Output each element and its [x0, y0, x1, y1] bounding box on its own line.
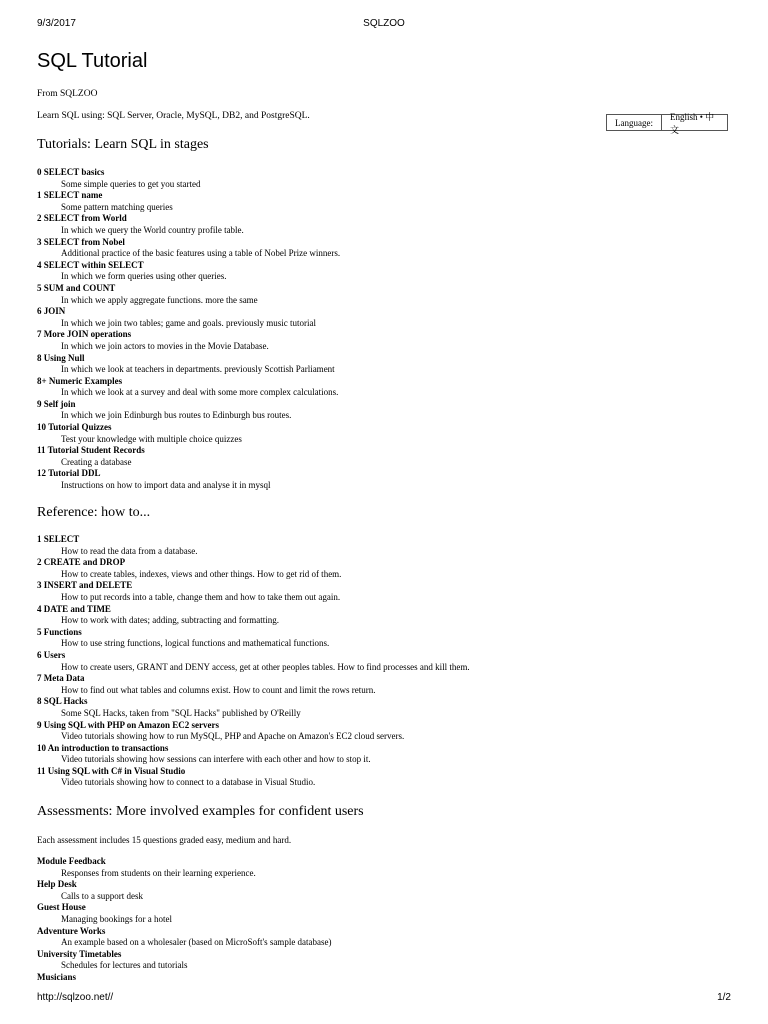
- list-item: [37, 972, 737, 984]
- list-item: [37, 534, 737, 557]
- list-item: [37, 445, 737, 468]
- list-item-description: Managing bookings for a hotel: [61, 913, 172, 924]
- list-item-description: In which we join actors to movies in the Movie Database.: [61, 340, 269, 351]
- learn-line: Learn SQL using: SQL Server, Oracle, MySQL, DB2, and PostgreSQL.: [37, 111, 310, 121]
- list-item-link[interactable]: 9 Using SQL with PHP on Amazon EC2 servers: [37, 719, 220, 730]
- list-item-link[interactable]: 2 SELECT from World: [37, 213, 127, 224]
- list-item-description: Additional practice of the basic features using a table of Nobel Prize winners.: [61, 248, 341, 259]
- list-item: [37, 422, 737, 445]
- list-item: [37, 306, 737, 329]
- list-item-link[interactable]: 3 SELECT from Nobel: [37, 236, 125, 247]
- list-item-description: How to put records into a table, change them and how to take them out again.: [61, 591, 341, 602]
- list-item: [37, 353, 737, 376]
- list-item: [37, 627, 737, 650]
- list-item-description: In which we look at teachers in departments. previously Scottish Parliament: [61, 364, 335, 375]
- list-item: [37, 743, 737, 766]
- list-item-link[interactable]: 5 SUM and COUNT: [37, 282, 116, 293]
- list-item-description: Instructions on how to import data and analyse it in mysql: [61, 480, 271, 491]
- list-item-description: Video tutorials showing how to run MySQL, PHP and Apache on Amazon's EC2 cloud servers.: [61, 731, 405, 742]
- list-item-link[interactable]: Adventure Works: [37, 925, 106, 936]
- list-item: [37, 604, 737, 627]
- list-item-description: Creating a database: [61, 456, 132, 467]
- from-line: From SQLZOO: [37, 89, 98, 99]
- list-item-description: Calls to a support desk: [61, 890, 143, 901]
- list-item: [37, 468, 737, 491]
- list-item-link[interactable]: 6 JOIN: [37, 306, 66, 317]
- list-item-link[interactable]: 8 SQL Hacks: [37, 696, 88, 707]
- list-item-link[interactable]: Module Feedback: [37, 856, 106, 866]
- list-item-link[interactable]: 2 CREATE and DROP: [37, 557, 126, 568]
- list-item-link[interactable]: 10 An introduction to transactions: [37, 742, 169, 753]
- language-label: Language:: [607, 115, 662, 130]
- list-item-description: Some simple queries to get you started: [61, 178, 201, 189]
- list-item-link[interactable]: Help Desk: [37, 879, 77, 890]
- list-item-description: How to use string functions, logical functions and mathematical functions.: [61, 638, 330, 649]
- list-item-description: How to create users, GRANT and DENY access, get at other peoples tables. How to find processes and kill them.: [61, 661, 470, 672]
- list-item-description: In which we join Edinburgh bus routes to Edinburgh bus routes.: [61, 410, 292, 421]
- list-item-description: In which we apply aggregate functions. more the same: [61, 294, 258, 305]
- list-item: [37, 879, 737, 902]
- assessments-list: [37, 856, 737, 984]
- list-item-link[interactable]: 6 Users: [37, 649, 66, 660]
- list-item-link[interactable]: 8 Using Null: [37, 352, 85, 363]
- tutorials-heading: Tutorials: Learn SQL in stages: [37, 137, 209, 152]
- page-title: SQL Tutorial: [37, 50, 148, 72]
- list-item: [37, 213, 737, 236]
- list-item: [37, 399, 737, 422]
- list-item-link[interactable]: 5 Functions: [37, 626, 82, 637]
- list-item-link[interactable]: 12 Tutorial DDL: [37, 468, 101, 479]
- list-item-description: Some SQL Hacks, taken from "SQL Hacks" published by O'Reilly: [61, 707, 301, 718]
- assessments-intro: Each assessment includes 15 questions graded easy, medium and hard.: [37, 835, 292, 845]
- list-item: [37, 766, 737, 789]
- list-item-link[interactable]: 4 SELECT within SELECT: [37, 259, 144, 270]
- list-item-description: Test your knowledge with multiple choice quizzes: [61, 433, 242, 444]
- list-item: [37, 283, 737, 306]
- list-item-description: An example based on a wholesaler (based on MicroSoft's sample database): [61, 937, 332, 948]
- list-item: [37, 926, 737, 949]
- list-item: [37, 557, 737, 580]
- list-item-link[interactable]: Musicians: [37, 971, 77, 982]
- reference-heading: Reference: how to...: [37, 505, 151, 520]
- list-item: [37, 190, 737, 213]
- list-item-description: Responses from students on their learning experience.: [61, 867, 256, 878]
- list-item-link[interactable]: 3 INSERT and DELETE: [37, 580, 133, 591]
- list-item: [37, 650, 737, 673]
- list-item-link[interactable]: University Timetables: [37, 948, 122, 959]
- language-options[interactable]: English • 中文: [669, 111, 715, 135]
- list-item: [37, 237, 737, 260]
- list-item-link[interactable]: 4 DATE and TIME: [37, 603, 111, 614]
- tutorials-list: [37, 167, 737, 492]
- reference-list: [37, 534, 737, 789]
- print-date: 9/3/2017: [37, 18, 76, 29]
- print-header: [37, 18, 731, 32]
- list-item-description: Video tutorials showing how sessions can interfere with each other and how to stop it.: [61, 754, 371, 765]
- list-item: [37, 673, 737, 696]
- list-item: [37, 167, 737, 190]
- list-item: [37, 949, 737, 972]
- list-item-link[interactable]: 1 SELECT name: [37, 190, 103, 201]
- list-item: [37, 329, 737, 352]
- list-item-link[interactable]: 8+ Numeric Examples: [37, 375, 123, 386]
- list-item-link[interactable]: 9 Self join: [37, 398, 76, 409]
- list-item-link[interactable]: 1 SELECT: [37, 534, 80, 544]
- list-item-description: Some pattern matching queries: [61, 201, 173, 212]
- list-item-description: Video tutorials showing how to connect to a database in Visual Studio.: [61, 777, 316, 788]
- list-item-description: How to create tables, indexes, views and other things. How to get rid of them.: [61, 568, 342, 579]
- list-item: [37, 902, 737, 925]
- assessments-heading: Assessments: More involved examples for confident users: [37, 804, 364, 819]
- page-number: 1/2: [717, 992, 731, 1003]
- list-item-description: In which we form queries using other queries.: [61, 271, 227, 282]
- list-item-description: In which we join two tables; game and goals. previously music tutorial: [61, 317, 316, 328]
- print-site-title: SQLZOO: [363, 18, 405, 29]
- list-item-link[interactable]: Guest House: [37, 902, 86, 913]
- list-item-link[interactable]: 7 More JOIN operations: [37, 329, 132, 340]
- list-item-description: How to find out what tables and columns exist. How to count and limit the rows return.: [61, 684, 376, 695]
- list-item: [37, 856, 737, 879]
- list-item-description: How to read the data from a database.: [61, 545, 198, 556]
- print-footer: [37, 992, 731, 1006]
- list-item-link[interactable]: 0 SELECT basics: [37, 167, 105, 177]
- list-item-description: Schedules for lectures and tutorials: [61, 960, 188, 971]
- list-item-description: How to work with dates; adding, subtracting and formatting.: [61, 615, 279, 626]
- list-item: [37, 720, 737, 743]
- list-item-link[interactable]: 11 Tutorial Student Records: [37, 445, 145, 456]
- list-item: [37, 696, 737, 719]
- list-item-description: In which we look at a survey and deal with some more complex calculations.: [61, 387, 339, 398]
- list-item-link[interactable]: 10 Tutorial Quizzes: [37, 422, 112, 433]
- language-selector: [606, 111, 728, 135]
- list-item: [37, 376, 737, 399]
- list-item: [37, 580, 737, 603]
- list-item-description: In which we query the World country profile table.: [61, 224, 244, 235]
- list-item-link[interactable]: 11 Using SQL with C# in Visual Studio: [37, 765, 186, 776]
- list-item: [37, 260, 737, 283]
- list-item-link[interactable]: 7 Meta Data: [37, 673, 85, 684]
- print-url: http://sqlzoo.net//: [37, 992, 114, 1003]
